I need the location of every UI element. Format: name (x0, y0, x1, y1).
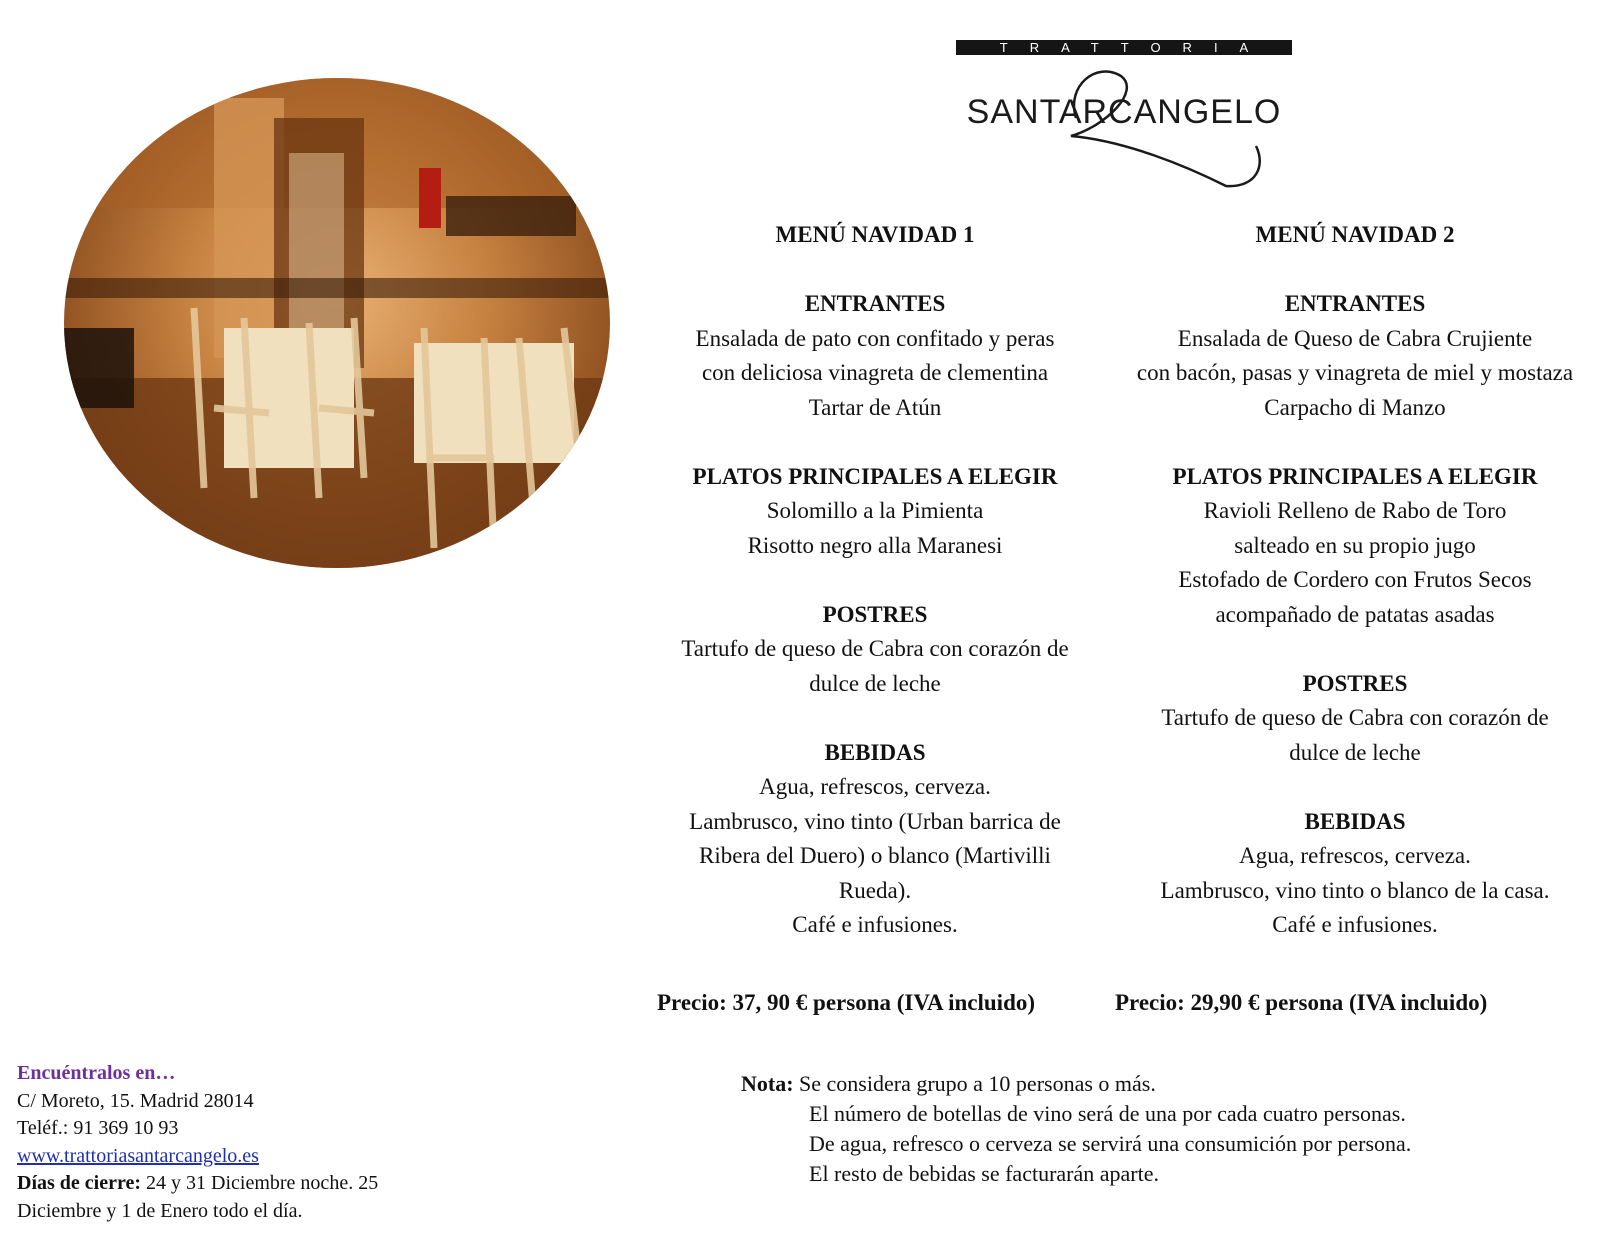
website-link[interactable]: www.trattoriasantarcangelo.es (17, 1144, 259, 1167)
restaurant-interior-photo (64, 78, 610, 568)
restaurant-photo-group (64, 78, 612, 758)
menu-item: salteado en su propio jugo (1234, 532, 1476, 558)
section-heading-bebidas: BEBIDAS (824, 739, 926, 765)
address: C/ Moreto, 15. Madrid 28014 (17, 1089, 254, 1112)
menu-item: Ribera del Duero) o blanco (Martivilli (699, 843, 1051, 868)
menu-item: Ensalada de pato con confitado y peras (695, 325, 1055, 351)
nota-line: El resto de bebidas se facturarán aparte. (809, 1161, 1159, 1186)
section-heading-entrantes: ENTRANTES (1284, 291, 1426, 316)
menu-item: Carpacho di Manzo (1264, 394, 1446, 420)
nota-line: Se considera grupo a 10 personas o más. (793, 1071, 1156, 1096)
menu-item: Risotto negro alla Maranesi (747, 532, 1003, 558)
menu-item: Ravioli Relleno de Rabo de Toro (1203, 498, 1507, 523)
menu-item: Café e infusiones. (1272, 912, 1438, 937)
menu-item: Tartar de Atún (808, 394, 942, 420)
section-heading-principales: PLATOS PRINCIPALES A ELEGIR (692, 463, 1058, 489)
menu-item: Tartufo de queso de Cabra con corazón de (1161, 705, 1549, 730)
nota-block (741, 1069, 1411, 1189)
phone: Teléf.: 91 369 10 93 (17, 1117, 179, 1139)
menu-navidad-2 (1110, 218, 1600, 943)
trattoria-logo (956, 38, 1296, 188)
section-heading-postres: POSTRES (822, 601, 928, 627)
menu-item: Café e infusiones. (792, 912, 958, 937)
menu-item: Agua, refrescos, cerveza. (759, 774, 991, 799)
menu-item: Tartufo de queso de Cabra con corazón de (681, 636, 1069, 661)
section-heading-entrantes: ENTRANTES (804, 291, 946, 316)
menu-item: con deliciosa vinagreta de clementina (701, 360, 1049, 385)
menu-item: Ensalada de Queso de Cabra Crujiente (1177, 325, 1533, 351)
closing-days-text-continued: Diciembre y 1 de Enero todo el día. (17, 1199, 303, 1222)
menu-2-price: Precio: 29,90 € persona (IVA incluido) (1115, 990, 1488, 1015)
nota-line: El número de botellas de vino será de una por cada cuatro personas. (809, 1101, 1406, 1126)
menu-item: acompañado de patatas asadas (1215, 601, 1495, 627)
menu-item: Lambrusco, vino tinto o blanco de la casa. (1160, 877, 1550, 903)
menu-item: dulce de leche (1289, 739, 1421, 765)
menu-item: Rueda). (838, 877, 912, 903)
menu-1-price: Precio: 37, 90 € persona (IVA incluido) (657, 990, 1036, 1015)
logo-top-bar: TRATTORIA (956, 40, 1292, 55)
menu-title: MENÚ NAVIDAD 2 (1255, 222, 1455, 247)
closing-days-text: 24 y 31 Diciembre noche. 25 (141, 1172, 379, 1194)
menu-title: MENÚ NAVIDAD 1 (775, 222, 975, 247)
menu-item: con bacón, pasas y vinagreta de miel y mostaza (1136, 360, 1574, 385)
section-heading-bebidas: BEBIDAS (1304, 808, 1406, 834)
nota-label: Nota: (741, 1071, 794, 1096)
section-heading-postres: POSTRES (1302, 670, 1408, 696)
menu-item: dulce de leche (809, 670, 941, 696)
menu-item: Solomillo a la Pimienta (766, 498, 984, 523)
menu-item: Estofado de Cordero con Frutos Secos (1178, 567, 1532, 592)
contact-heading: Encuéntralos en… (17, 1062, 176, 1084)
logo-name: SANTARCANGELO (966, 93, 1282, 131)
closing-days-label: Días de cierre: (17, 1172, 142, 1194)
menu-item: Agua, refrescos, cerveza. (1239, 843, 1471, 868)
menu-item: Lambrusco, vino tinto (Urban barrica de (689, 808, 1061, 834)
closing-days (17, 1170, 378, 1198)
section-heading-principales: PLATOS PRINCIPALES A ELEGIR (1172, 463, 1538, 489)
contact-info (17, 1060, 378, 1225)
photo-reflection (64, 568, 610, 758)
nota-line: De agua, refresco o cerveza se servirá una consumición por persona. (809, 1131, 1412, 1156)
restaurant-scene (64, 78, 610, 568)
menu-navidad-1 (650, 218, 1100, 943)
